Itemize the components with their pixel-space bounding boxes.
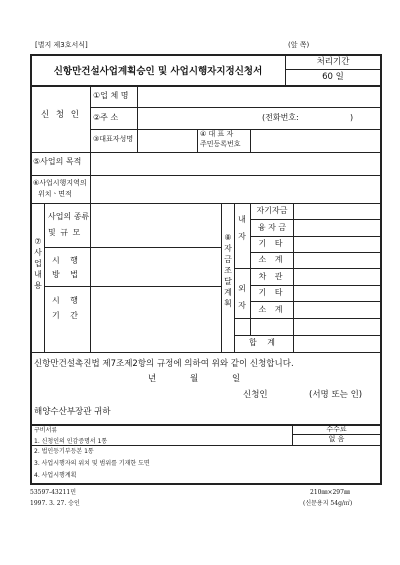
document-item-1: 1. 신청인의 인감증명서 1통 (34, 438, 108, 445)
date-day-label: 일 (232, 374, 241, 384)
paper-spec: (신문용지 54g/㎡) (303, 500, 353, 507)
purpose-label: ⑤사업의 목적 (33, 157, 82, 166)
applicant-label: 신 청 인 (40, 110, 82, 120)
funding-row-foreign-loans: 차 관 (258, 272, 286, 281)
documents-heading: 구비서류 (34, 427, 58, 434)
representative-id-label-1: ④ 대 표 자 (200, 130, 234, 138)
document-item-3: 3. 사업시행자의 위치 및 범위를 기재한 도면 (34, 460, 150, 467)
period-label-1: 시 행 (52, 296, 82, 305)
paper-size: 210㎜×297㎜ (310, 489, 350, 496)
form-code: 53597-43211민 (30, 489, 76, 496)
form-title: 신항만건설사업계획승인 및 사업시행자지정신청서 (53, 66, 263, 77)
date-year-label: 년 (148, 374, 157, 384)
processing-period-value: 60 일 (322, 72, 344, 82)
funding-row-total: 합 계 (249, 338, 279, 347)
business-type-label-2: 및 규 모 (48, 228, 82, 237)
business-content-label: ⑦ 사 업 내 용 (34, 237, 42, 290)
area-label-2: 위치ㆍ면적 (38, 190, 72, 198)
funding-row-loans: 융 자 금 (257, 223, 287, 232)
approval-date: 1997. 3. 27. 승인 (30, 500, 80, 507)
applicant-signer-label: 신청인 (243, 390, 268, 400)
representative-name-label: ③대표자성명 (93, 135, 134, 143)
document-item-4: 4. 사업시행계획 (34, 472, 77, 479)
funding-row-other-1: 기 타 (258, 239, 286, 248)
funding-plan-label: ⑧ 자 금 조 달 계 획 (224, 233, 232, 308)
phone-label: (전화번호: (262, 113, 299, 122)
funding-row-other-2: 기 타 (258, 288, 286, 297)
addressee: 해양수산부장관 귀하 (34, 407, 111, 417)
business-type-label-1: 사업의 종류 (48, 212, 90, 221)
business-name-label: ①업 체 명 (93, 91, 129, 100)
funding-row-own-capital: 자기자금 (256, 206, 288, 215)
phone-close: ) (350, 113, 354, 122)
period-label-2: 기 간 (52, 311, 82, 320)
fee-value: 없 음 (328, 435, 345, 443)
method-label-2: 방 법 (52, 270, 82, 279)
method-label-1: 시 행 (52, 256, 82, 265)
representative-id-label-2: 주민등록번호 (200, 140, 241, 148)
signature-note: (서명 또는 인) (309, 390, 363, 400)
processing-period-label: 처리기간 (316, 57, 350, 67)
page-side-label: (앞 쪽) (288, 41, 310, 49)
form-reference: [별지 제3호서식] (35, 41, 88, 49)
declaration-text: 신항만건설촉진법 제7조제2항의 규정에 의하여 위와 같이 신청합니다. (34, 359, 294, 369)
fee-label: 수수료 (326, 425, 347, 433)
address-label: ②주 소 (93, 113, 119, 122)
document-item-2: 2. 법인등기부등본 1통 (34, 448, 94, 455)
domestic-funds-label: 내 자 (238, 215, 246, 241)
funding-row-subtotal-2: 소 계 (258, 305, 286, 314)
date-month-label: 월 (190, 374, 199, 384)
area-label-1: ⑥사업시행지역의 (33, 179, 87, 187)
foreign-funds-label: 외 자 (238, 284, 246, 310)
funding-row-subtotal-1: 소 계 (258, 255, 286, 264)
